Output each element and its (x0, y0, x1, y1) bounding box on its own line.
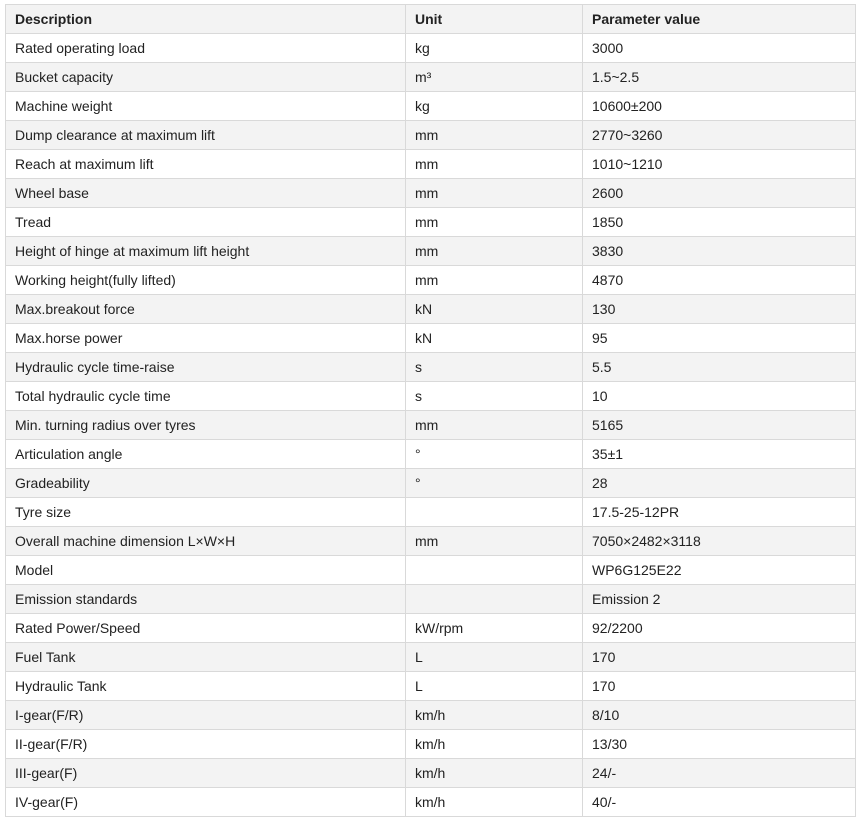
unit-cell: kN (406, 295, 583, 324)
description-cell: Max.horse power (6, 324, 406, 353)
description-cell: Bucket capacity (6, 63, 406, 92)
table-row (6, 208, 856, 237)
description-cell: Height of hinge at maximum lift height (6, 237, 406, 266)
unit-cell: km/h (406, 759, 583, 788)
unit-cell: mm (406, 150, 583, 179)
table-row (6, 701, 856, 730)
unit-cell: kN (406, 324, 583, 353)
description-cell: IV-gear(F) (6, 788, 406, 817)
parameter-value-cell: 13/30 (583, 730, 856, 759)
parameter-value-cell: 1850 (583, 208, 856, 237)
unit-cell: mm (406, 237, 583, 266)
parameter-value-cell: 130 (583, 295, 856, 324)
table-row (6, 121, 856, 150)
description-cell: Hydraulic Tank (6, 672, 406, 701)
parameter-value-cell: 1010~1210 (583, 150, 856, 179)
parameter-value-cell: 4870 (583, 266, 856, 295)
unit-cell: mm (406, 411, 583, 440)
parameter-value-cell: 7050×2482×3118 (583, 527, 856, 556)
table-row (6, 179, 856, 208)
description-cell: III-gear(F) (6, 759, 406, 788)
description-cell: Wheel base (6, 179, 406, 208)
specifications-table (5, 4, 856, 817)
header-unit: Unit (406, 5, 583, 34)
table-row (6, 324, 856, 353)
table-row (6, 295, 856, 324)
description-cell: Machine weight (6, 92, 406, 121)
description-cell: Working height(fully lifted) (6, 266, 406, 295)
table-row (6, 150, 856, 179)
parameter-value-cell: 170 (583, 672, 856, 701)
description-cell: Tyre size (6, 498, 406, 527)
table-row (6, 556, 856, 585)
parameter-value-cell: 2770~3260 (583, 121, 856, 150)
parameter-value-cell: 92/2200 (583, 614, 856, 643)
description-cell: Model (6, 556, 406, 585)
table-row (6, 585, 856, 614)
unit-cell: m³ (406, 63, 583, 92)
table-row (6, 382, 856, 411)
description-cell: Emission standards (6, 585, 406, 614)
parameter-value-cell: 35±1 (583, 440, 856, 469)
parameter-value-cell: 5.5 (583, 353, 856, 382)
table-row (6, 353, 856, 382)
unit-cell: kg (406, 92, 583, 121)
unit-cell: km/h (406, 788, 583, 817)
description-cell: Rated operating load (6, 34, 406, 63)
parameter-value-cell: 8/10 (583, 701, 856, 730)
unit-cell: kg (406, 34, 583, 63)
parameter-value-cell: WP6G125E22 (583, 556, 856, 585)
parameter-value-cell: 10 (583, 382, 856, 411)
header-parameter-value: Parameter value (583, 5, 856, 34)
unit-cell: ° (406, 469, 583, 498)
table-row (6, 643, 856, 672)
unit-cell: mm (406, 266, 583, 295)
description-cell: Rated Power/Speed (6, 614, 406, 643)
description-cell: II-gear(F/R) (6, 730, 406, 759)
table-row (6, 730, 856, 759)
description-cell: Overall machine dimension L×W×H (6, 527, 406, 556)
description-cell: Total hydraulic cycle time (6, 382, 406, 411)
table-row (6, 237, 856, 266)
parameter-value-cell: 170 (583, 643, 856, 672)
table-row (6, 759, 856, 788)
parameter-value-cell: Emission 2 (583, 585, 856, 614)
table-row (6, 92, 856, 121)
description-cell: Dump clearance at maximum lift (6, 121, 406, 150)
description-cell: Min. turning radius over tyres (6, 411, 406, 440)
parameter-value-cell: 17.5-25-12PR (583, 498, 856, 527)
description-cell: I-gear(F/R) (6, 701, 406, 730)
header-row (6, 5, 856, 34)
table-row (6, 788, 856, 817)
unit-cell: mm (406, 208, 583, 237)
parameter-value-cell: 95 (583, 324, 856, 353)
table-row (6, 440, 856, 469)
table-body (6, 34, 856, 817)
unit-cell: km/h (406, 701, 583, 730)
parameter-value-cell: 40/- (583, 788, 856, 817)
unit-cell (406, 498, 583, 527)
table-row (6, 34, 856, 63)
unit-cell (406, 585, 583, 614)
description-cell: Max.breakout force (6, 295, 406, 324)
parameter-value-cell: 2600 (583, 179, 856, 208)
parameter-value-cell: 1.5~2.5 (583, 63, 856, 92)
unit-cell: mm (406, 121, 583, 150)
description-cell: Gradeability (6, 469, 406, 498)
table-row (6, 469, 856, 498)
header-description: Description (6, 5, 406, 34)
table-row (6, 411, 856, 440)
description-cell: Tread (6, 208, 406, 237)
parameter-value-cell: 10600±200 (583, 92, 856, 121)
table-row (6, 672, 856, 701)
parameter-value-cell: 28 (583, 469, 856, 498)
table-row (6, 614, 856, 643)
unit-cell: L (406, 643, 583, 672)
table-row (6, 63, 856, 92)
unit-cell: s (406, 353, 583, 382)
description-cell: Hydraulic cycle time-raise (6, 353, 406, 382)
unit-cell: mm (406, 179, 583, 208)
table-row (6, 498, 856, 527)
parameter-value-cell: 3000 (583, 34, 856, 63)
unit-cell: kW/rpm (406, 614, 583, 643)
table-header (6, 5, 856, 34)
unit-cell: s (406, 382, 583, 411)
unit-cell: km/h (406, 730, 583, 759)
parameter-value-cell: 5165 (583, 411, 856, 440)
parameter-value-cell: 3830 (583, 237, 856, 266)
unit-cell (406, 556, 583, 585)
table-row (6, 266, 856, 295)
description-cell: Fuel Tank (6, 643, 406, 672)
unit-cell: ° (406, 440, 583, 469)
parameter-value-cell: 24/- (583, 759, 856, 788)
description-cell: Reach at maximum lift (6, 150, 406, 179)
unit-cell: L (406, 672, 583, 701)
table-row (6, 527, 856, 556)
unit-cell: mm (406, 527, 583, 556)
description-cell: Articulation angle (6, 440, 406, 469)
